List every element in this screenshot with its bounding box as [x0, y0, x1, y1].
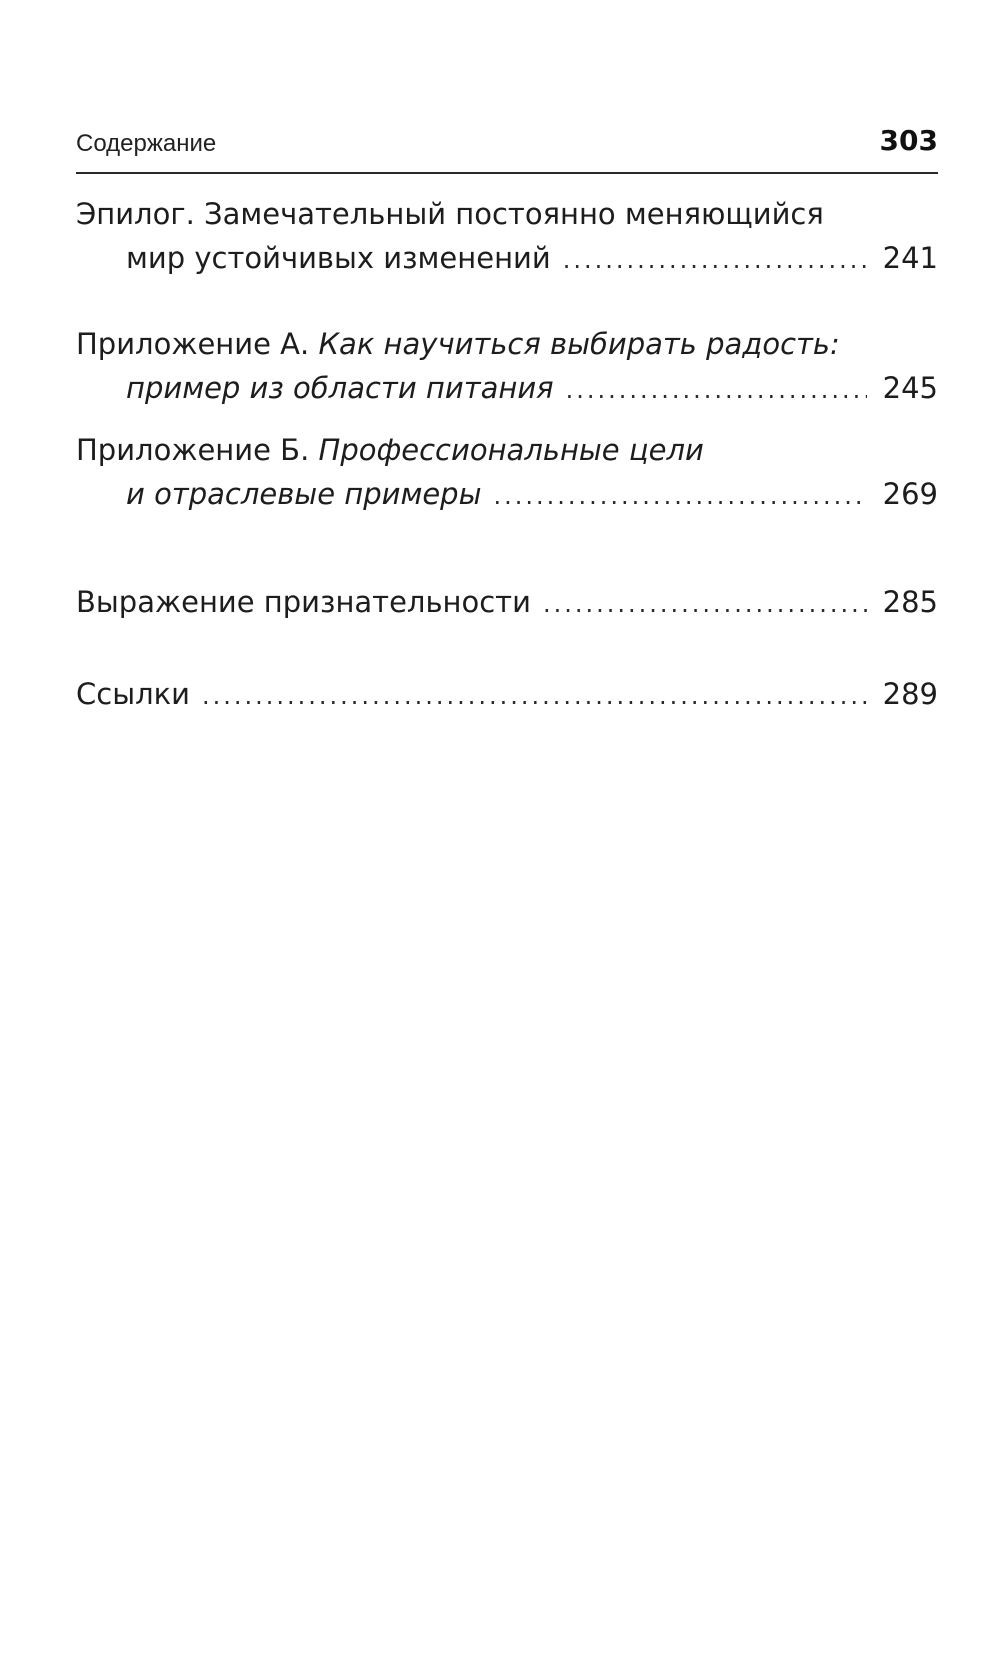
toc-entry-title: Ссылки — [76, 677, 190, 711]
table-of-contents — [76, 0, 938, 1669]
toc-entry-title-italic: Как научиться выбирать радость: — [318, 327, 840, 361]
toc-entry-title-line — [76, 322, 938, 366]
toc-entry-title-line — [76, 192, 938, 236]
toc-entry-continuation-line — [76, 472, 938, 516]
toc-entry-line — [76, 580, 938, 624]
toc-entry-page: 241 — [882, 241, 938, 275]
toc-entry-continuation-line — [76, 366, 938, 410]
toc-entry-title-continuation: пример из области питания — [126, 371, 554, 405]
toc-entry-title-continuation: мир устойчивых изменений — [126, 241, 551, 275]
toc-entry-title-italic: Профессиональные цели — [318, 433, 704, 467]
toc-entry-page: 269 — [882, 477, 938, 511]
dot-leader — [202, 674, 867, 718]
toc-entry-title: Выражение признательности — [76, 585, 531, 619]
page-number: 303 — [879, 124, 938, 157]
toc-entry-epilogue — [76, 192, 938, 280]
toc-entry-page: 289 — [882, 677, 938, 711]
toc-entry-acknowledgements — [76, 580, 938, 624]
toc-entry-title-line — [76, 428, 938, 472]
dot-leader — [494, 474, 867, 518]
toc-entry-line — [76, 672, 938, 716]
toc-entry-label: Приложение А. — [76, 327, 310, 361]
dot-leader — [543, 582, 867, 626]
toc-entry-label: Приложение Б. — [76, 433, 310, 467]
running-header-title: Содержание — [76, 130, 217, 157]
toc-entry-references — [76, 672, 938, 716]
toc-entry-title-continuation: и отраслевые примеры — [126, 477, 482, 511]
dot-leader — [563, 238, 867, 282]
toc-entry-title: Эпилог. Замечательный постоянно меняющийся — [76, 197, 824, 231]
toc-entry-continuation-line — [76, 236, 938, 280]
toc-entry-page: 285 — [882, 585, 938, 619]
toc-entry-appendix-b — [76, 428, 938, 516]
toc-entry-page: 245 — [882, 371, 938, 405]
dot-leader — [566, 368, 867, 412]
toc-entry-appendix-a — [76, 322, 938, 410]
